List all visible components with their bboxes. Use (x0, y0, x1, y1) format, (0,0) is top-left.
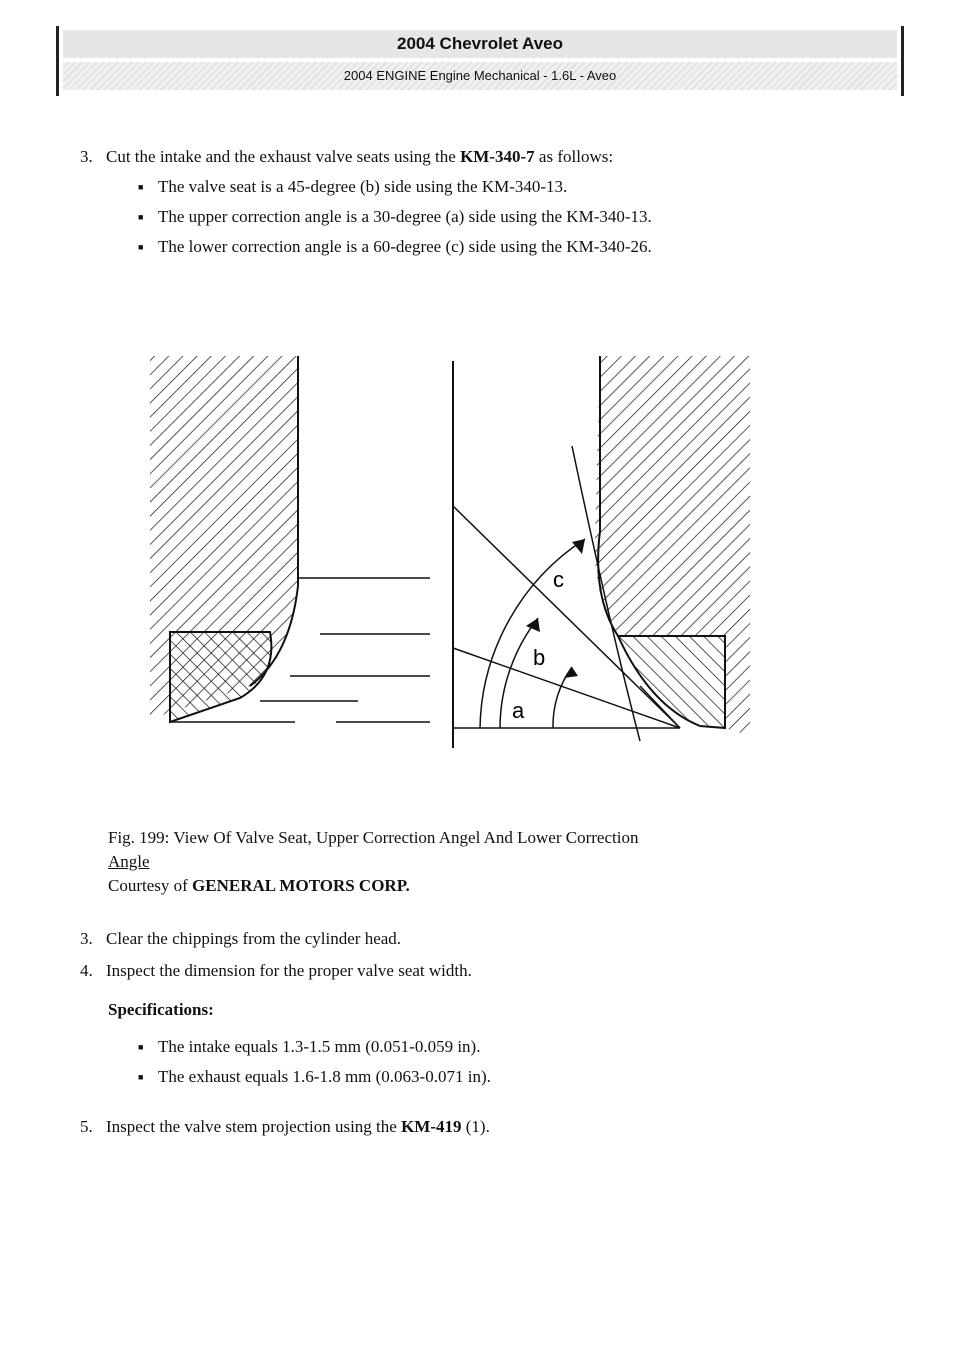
caption-line-2: Angle (108, 852, 150, 871)
seat-insert-left (170, 632, 271, 722)
step-number: 3. (80, 147, 93, 166)
figure-caption (108, 826, 868, 898)
specifications-heading: Specifications: (108, 1000, 214, 1019)
arrow-b (526, 618, 540, 632)
valve-seat-diagram (140, 356, 760, 748)
bullet-item: ■ The lower correction angle is a 60-degree (c) side using the KM-340-26. (138, 236, 652, 266)
step-number: 4. (80, 961, 93, 980)
step-text: Cut the intake and the exhaust valve seats using the (106, 147, 461, 166)
label-c: c (553, 567, 564, 592)
spec-item: ■ The exhaust equals 1.6-1.8 mm (0.063-0.071 in). (138, 1066, 491, 1096)
arc-c (480, 539, 585, 728)
header-title: 2004 Chevrolet Aveo (63, 30, 897, 58)
courtesy-prefix: Courtesy of (108, 876, 193, 895)
courtesy-org: GENERAL MOTORS CORP. (192, 876, 410, 895)
arrow-a (564, 667, 578, 678)
seat-insert-right (618, 636, 725, 728)
specifications-list (138, 1036, 491, 1096)
step-clear-chippings (80, 928, 401, 950)
step-text: Inspect the valve stem projection using the (106, 1117, 402, 1136)
step-inspect-projection (80, 1116, 490, 1138)
step-inspect-width (80, 960, 472, 982)
header-subtitle: 2004 ENGINE Engine Mechanical - 1.6L - Aveo (63, 62, 897, 90)
bullet-item: ■ The valve seat is a 45-degree (b) side using the KM-340-13. (138, 176, 652, 206)
spec-item: ■ The intake equals 1.3-1.5 mm (0.051-0.059 in). (138, 1036, 491, 1066)
courtesy-line (108, 874, 868, 898)
step-3-bullets (138, 176, 652, 266)
step-text: Inspect the dimension for the proper valve seat width. (106, 961, 472, 980)
caption-line: Fig. 199: View Of Valve Seat, Upper Correction Angel And Lower Correction (108, 828, 639, 847)
label-b: b (533, 645, 546, 670)
step-text-end: as follows: (534, 147, 614, 166)
bullet-item: ■ The upper correction angle is a 30-degree (a) side using the KM-340-13. (138, 206, 652, 236)
step-3 (80, 146, 613, 168)
step-number: 3. (80, 929, 93, 948)
step-text-end: (1). (461, 1117, 490, 1136)
tool-name: KM-340-7 (460, 147, 535, 166)
tool-name: KM-419 (401, 1117, 462, 1136)
page-header (56, 26, 904, 96)
step-text: Clear the chippings from the cylinder head. (106, 929, 402, 948)
step-number: 5. (80, 1117, 93, 1136)
label-a: a (512, 698, 525, 723)
